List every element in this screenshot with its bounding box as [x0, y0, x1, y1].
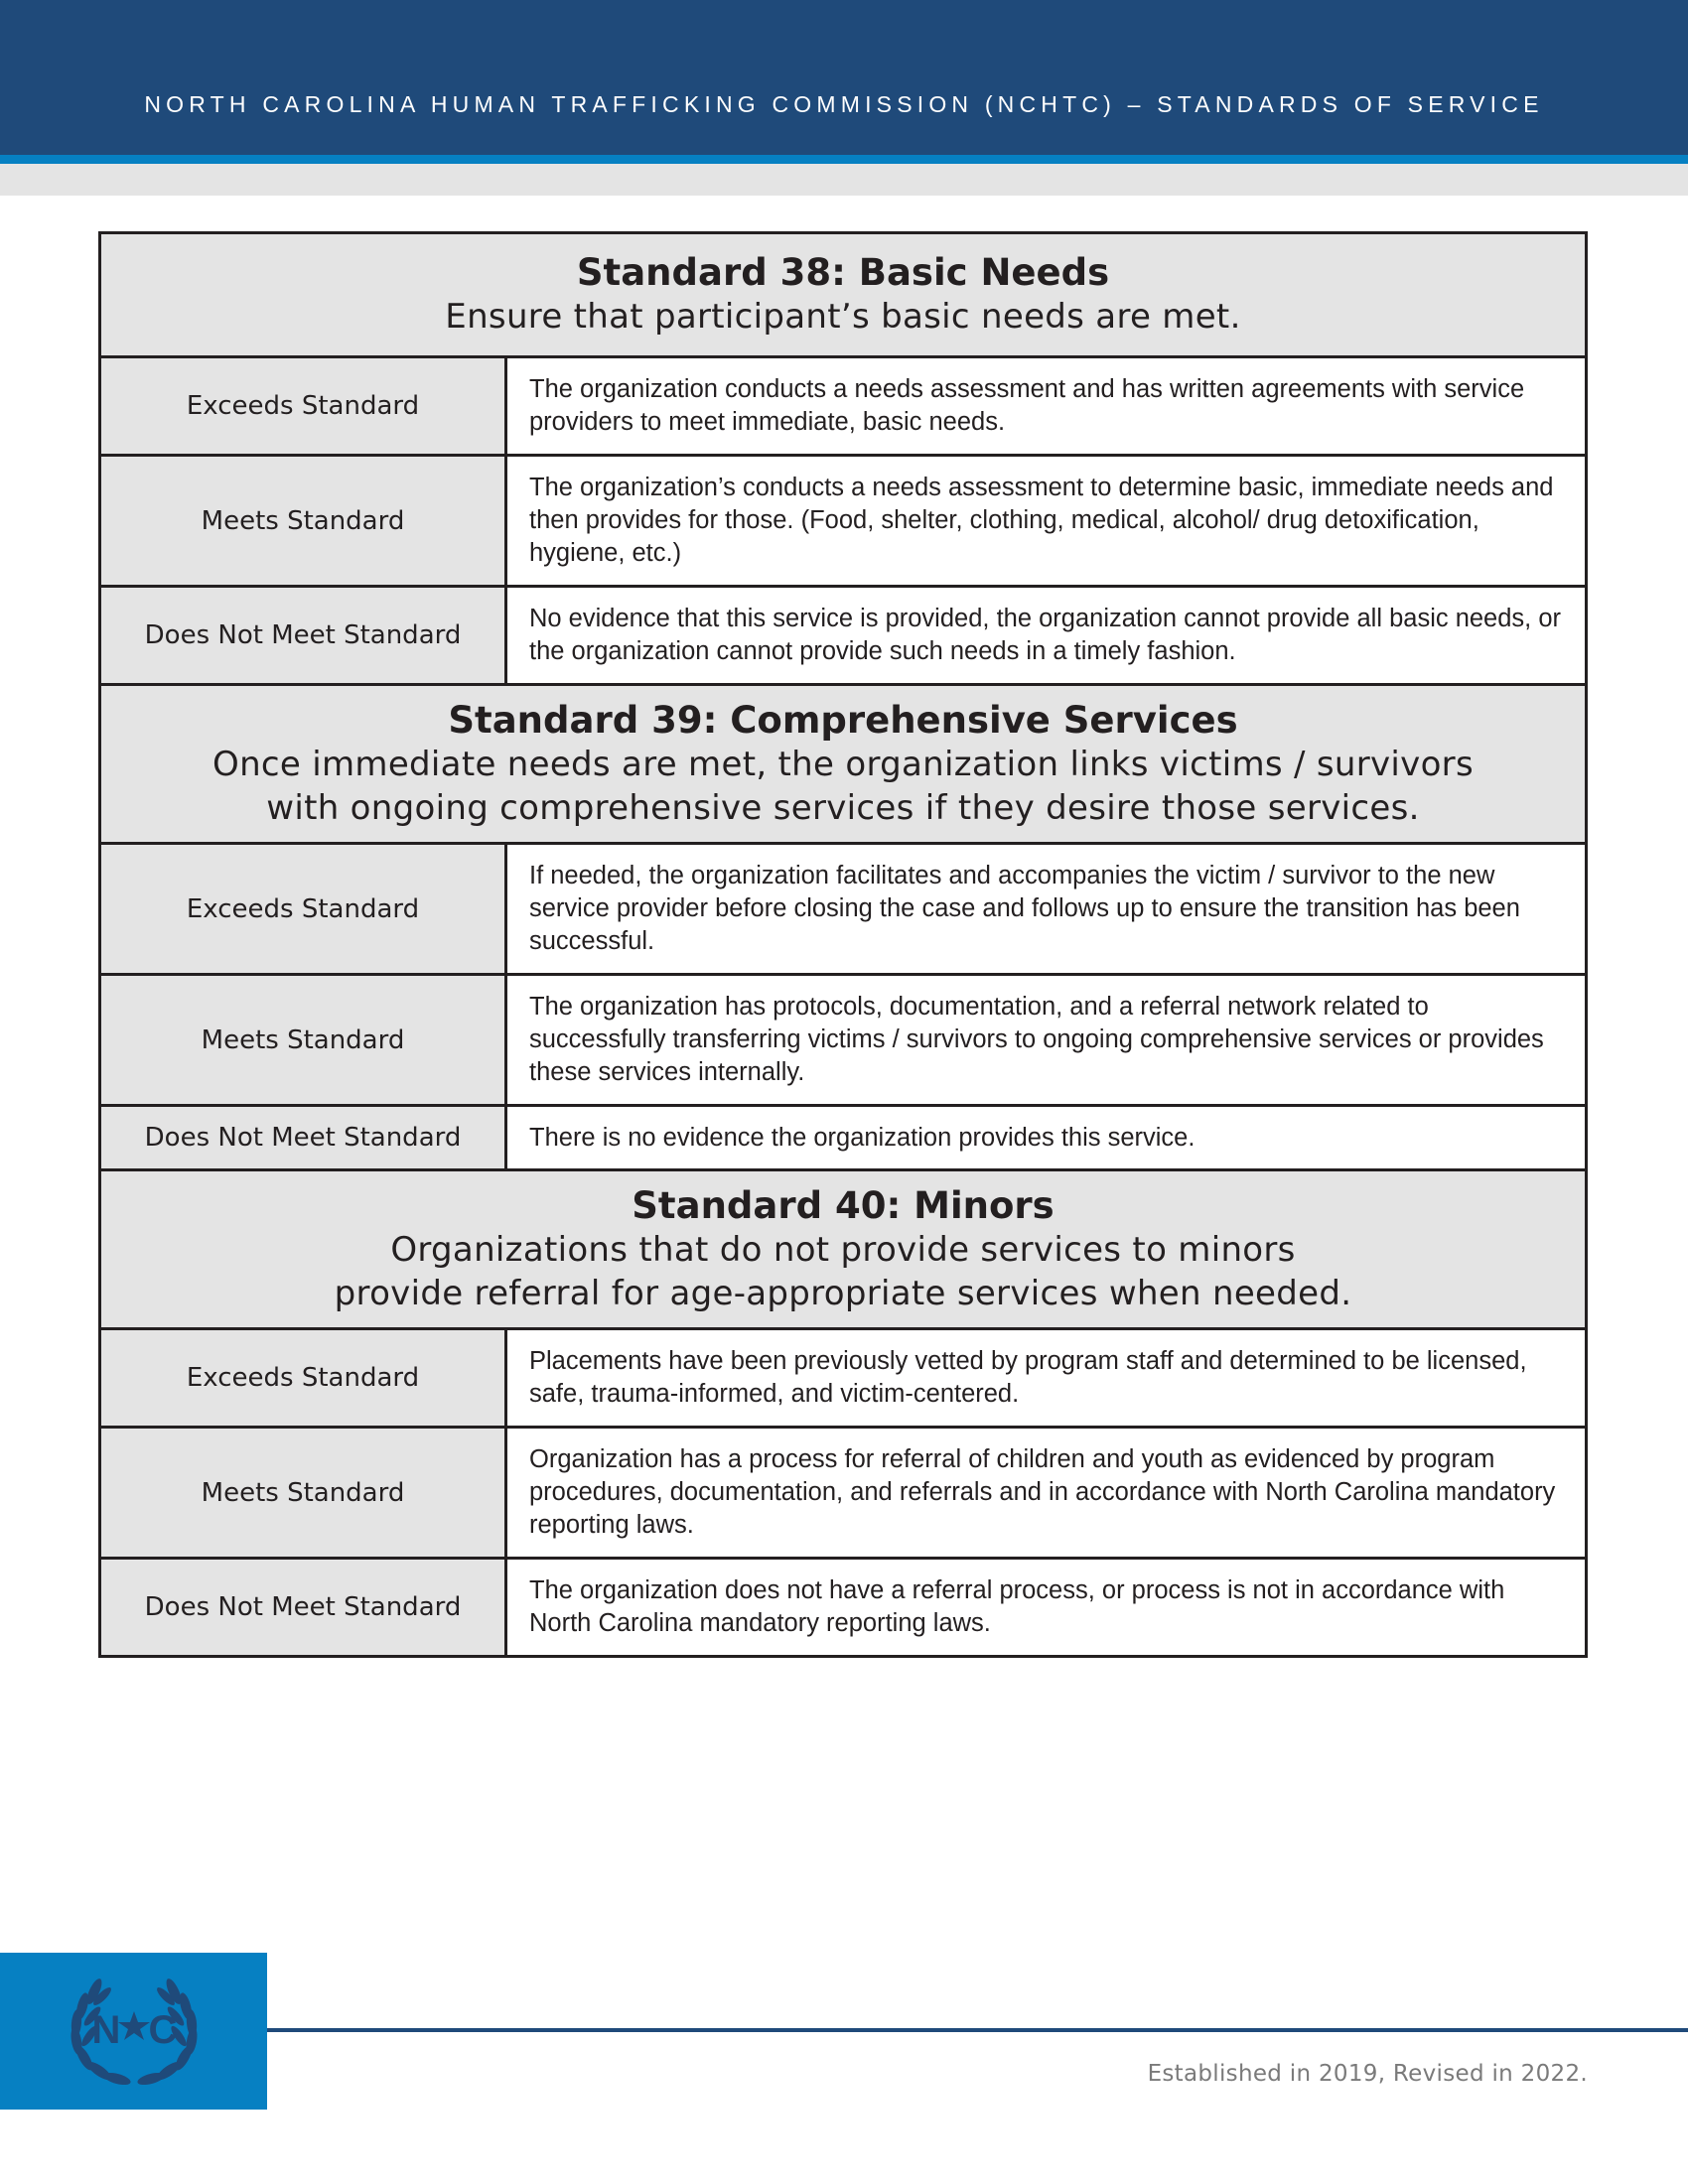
standard-header — [101, 686, 1585, 845]
standard-description-line: Organizations that do not provide services to minors — [390, 1229, 1296, 1270]
standard-header — [101, 1171, 1585, 1330]
level-description: If needed, the organization facilitates and accompanies the victim / survivor to the new service provider before closing the case and follows up to ensure the transition has been successful. — [529, 862, 1520, 955]
level-description: No evidence that this service is provided, the organization cannot provide all basic needs, or the organization cannot provide such needs in a timely fashion. — [529, 605, 1562, 665]
level-description: The organization has protocols, documentation, and a referral network related to successfully transferring victims / survivors to ongoing comprehensive services or provides these services internally. — [529, 993, 1544, 1086]
table-row — [101, 845, 1585, 976]
table-row — [101, 457, 1585, 588]
level-label: Meets Standard — [101, 457, 507, 585]
page-header-title: NORTH CAROLINA HUMAN TRAFFICKING COMMISSION (NCHTC) – STANDARDS OF SERVICE — [144, 91, 1544, 117]
standard-title: Standard 40: Minors — [632, 1183, 1055, 1227]
table-row — [101, 588, 1585, 686]
table-row — [101, 1330, 1585, 1429]
standard-description: Ensure that participant’s basic needs are met. — [445, 297, 1241, 337]
level-description: Organization has a process for referral of children and youth as evidenced by program procedures, documentation, and referrals and in accordance with North Carolina mandatory reporting laws. — [529, 1445, 1556, 1539]
nc-laurel-wreath-logo-icon — [55, 1962, 213, 2101]
header-banner — [0, 0, 1688, 155]
level-label: Exceeds Standard — [101, 1330, 507, 1426]
table-row — [101, 358, 1585, 457]
standard-description-line: provide referral for age-appropriate services when needed. — [334, 1273, 1352, 1313]
table-row — [101, 1429, 1585, 1560]
level-label: Exceeds Standard — [101, 845, 507, 973]
standard-title: Standard 39: Comprehensive Services — [448, 698, 1238, 742]
level-label: Does Not Meet Standard — [101, 1560, 507, 1655]
standard-title: Standard 38: Basic Needs — [576, 251, 1110, 294]
level-description: There is no evidence the organization provides this service. — [529, 1123, 1196, 1152]
level-label: Does Not Meet Standard — [101, 588, 507, 683]
svg-text:N: N — [91, 2008, 120, 2052]
level-description: Placements have been previously vetted by program staff and determined to be licensed, safe, trauma-informed, and victim-centered. — [529, 1347, 1527, 1408]
standards-table — [98, 231, 1588, 1658]
footer-note: Established in 2019, Revised in 2022. — [1147, 2061, 1588, 2087]
table-row — [101, 976, 1585, 1107]
level-description: The organization’s conducts a needs assessment to determine basic, immediate needs and then provides for those. (Food, shelter, clothing, medical, alcohol/ drug detoxification, hygiene, etc.) — [529, 474, 1554, 567]
level-label: Meets Standard — [101, 1429, 507, 1557]
table-row — [101, 1107, 1585, 1171]
standard-header — [101, 234, 1585, 358]
level-label: Meets Standard — [101, 976, 507, 1104]
footer-divider — [267, 2028, 1688, 2032]
level-description: The organization conducts a needs assessment and has written agreements with service providers to meet immediate, basic needs. — [529, 375, 1525, 436]
svg-text:C: C — [148, 2008, 177, 2052]
level-label: Exceeds Standard — [101, 358, 507, 454]
standard-description-line: Once immediate needs are met, the organization links victims / survivors — [212, 744, 1474, 784]
nc-logo-box — [0, 1953, 267, 2110]
level-label: Does Not Meet Standard — [101, 1107, 507, 1168]
standard-description-line: with ongoing comprehensive services if they desire those services. — [266, 787, 1420, 828]
table-row — [101, 1560, 1585, 1655]
header-accent-stripe — [0, 155, 1688, 164]
header-grey-band — [0, 164, 1688, 196]
level-description: The organization does not have a referral process, or process is not in accordance with North Carolina mandatory reporting laws. — [529, 1576, 1505, 1637]
